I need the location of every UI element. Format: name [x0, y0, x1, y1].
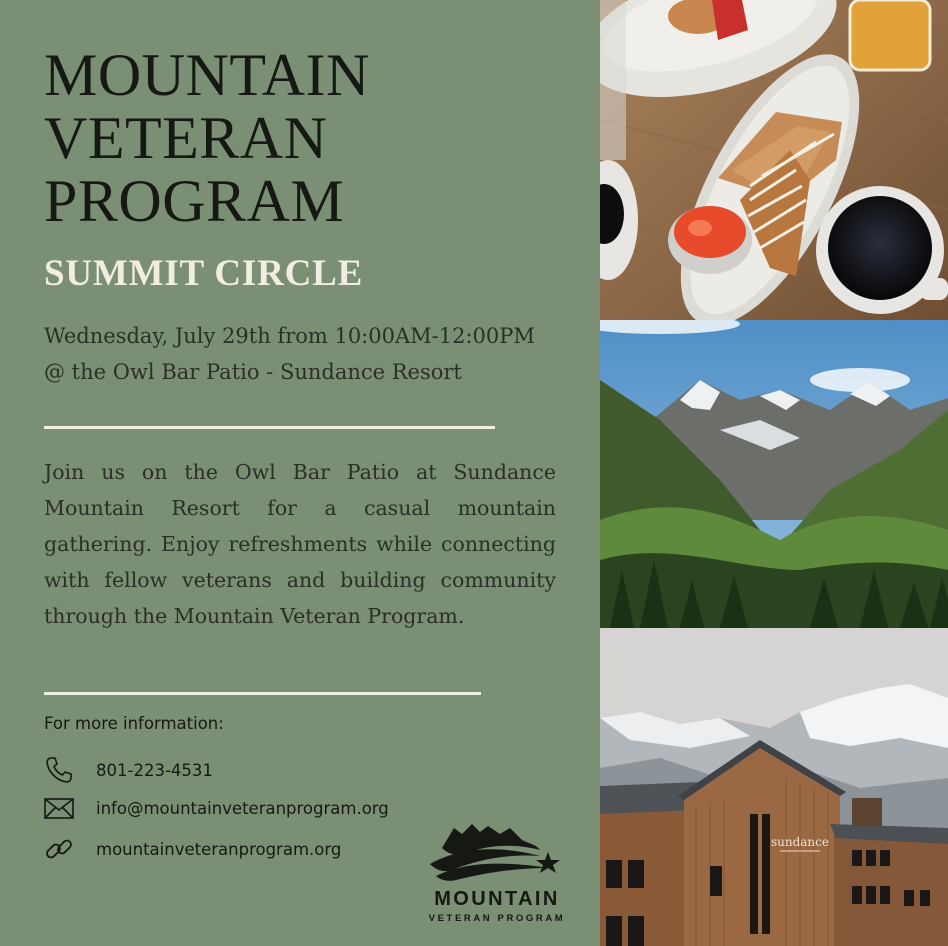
event-subtitle: SUMMIT CIRCLE: [44, 253, 364, 294]
program-logo: [422, 820, 572, 930]
event-date-location: Wednesday, July 29th from 10:00AM-12:00PM @ the Owl Bar Patio - Sundance Resort: [44, 324, 535, 384]
title-line: MOUNTAIN: [44, 42, 370, 108]
contact-email[interactable]: [44, 793, 389, 823]
logo-subtext: VETERAN PROGRAM: [428, 913, 566, 924]
logo-wordmark: MOUNTAIN: [434, 888, 560, 910]
email-address[interactable]: info@mountainveteranprogram.org: [96, 798, 389, 818]
divider: [44, 692, 481, 695]
phone-icon: [44, 755, 74, 785]
breakfast-photo: [600, 0, 948, 320]
mountain-logo-icon: [422, 820, 572, 890]
contact-website[interactable]: [44, 834, 341, 864]
contact-phone[interactable]: [44, 755, 213, 785]
event-title: [44, 44, 564, 233]
contact-heading: For more information:: [44, 714, 224, 733]
phone-number[interactable]: 801-223-4531: [96, 760, 213, 780]
website-link[interactable]: mountainveteranprogram.org: [96, 839, 342, 859]
title-line: PROGRAM: [44, 168, 345, 234]
mountain-photo: [600, 320, 948, 628]
link-icon: [44, 834, 74, 864]
lodge-sign: sundance: [770, 835, 830, 849]
title-line: VETERAN: [44, 105, 328, 171]
envelope-icon: [44, 793, 74, 823]
event-description: Join us on the Owl Bar Patio at Sundance Mountain Resort for a casual mountain gathering. Enjoy refreshments while connecting with fellow veterans and building community through the Mountain Veteran Program.: [44, 460, 556, 628]
lodge-photo: [600, 628, 948, 946]
divider: [44, 426, 495, 429]
